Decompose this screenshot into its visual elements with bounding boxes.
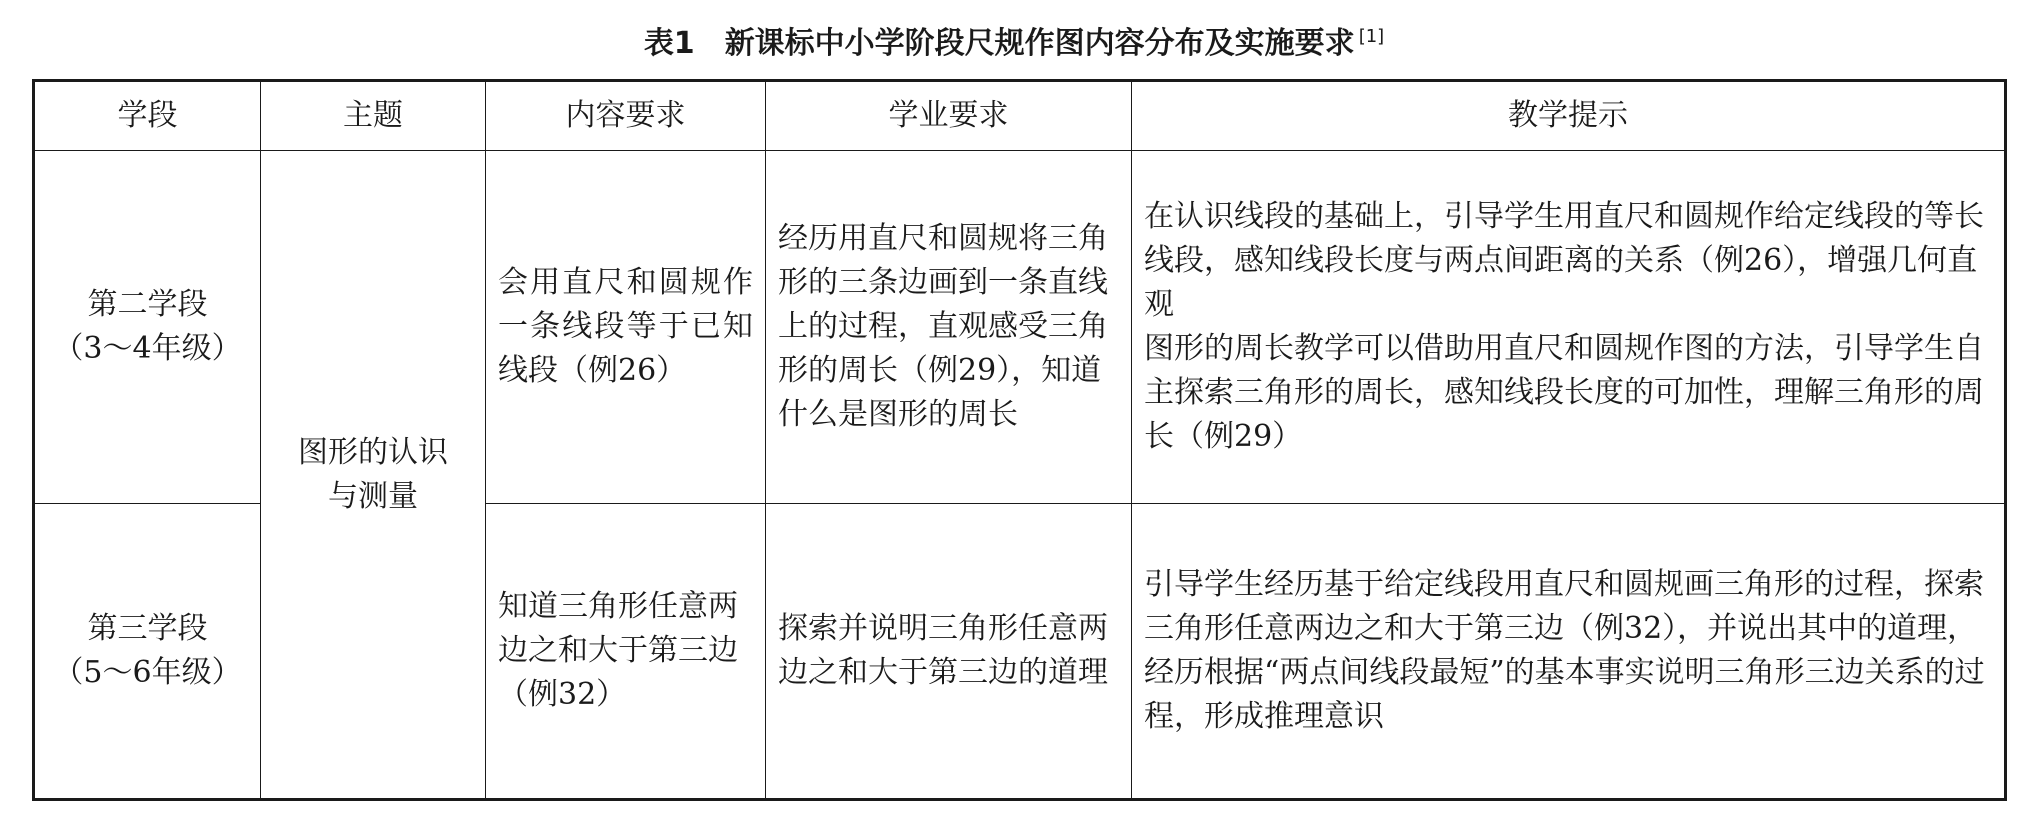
teaching-hint-cell: 引导学生经历基于给定线段用直尺和圆规画三角形的过程，探索三角形任意两边之和大于第三边（例32），并说出其中的道理，经历根据“两点间线段最短”的基本事实说明三角形三边关系的过程，形成推理意识	[1132, 504, 2006, 800]
caption-title: 新课标中小学阶段尺规作图内容分布及实施要求	[724, 26, 1355, 61]
teaching-hint-cell	[1132, 151, 2006, 504]
stage-cell	[34, 504, 261, 800]
academic-requirement-cell: 探索并说明三角形任意两边之和大于第三边的道理	[766, 504, 1132, 800]
content-requirement-cell: 会用直尺和圆规作一条线段等于已知线段（例26）	[486, 151, 766, 504]
topic-line-1: 图形的认识	[298, 434, 448, 470]
header-content-requirement: 内容要求	[486, 81, 766, 151]
header-teaching-hint: 教学提示	[1132, 81, 2006, 151]
teaching-hint-paragraph: 在认识线段的基础上，引导学生用直尺和圆规作给定线段的等长线段，感知线段长度与两点间距离的关系（例26），增强几何直观	[1144, 199, 1984, 322]
topic-line-2: 与测量	[328, 478, 418, 514]
stage-cell	[34, 151, 261, 504]
stage-name: 第二学段	[87, 287, 208, 322]
stage-grade: （5～6年级）	[53, 655, 242, 690]
teaching-hint-paragraph: 图形的周长教学可以借助用直尺和圆规作图的方法，引导学生自主探索三角形的周长，感知线段长度的可加性，理解三角形的周长（例29）	[1144, 331, 1984, 454]
caption-label: 表1	[643, 26, 695, 61]
header-stage: 学段	[34, 81, 261, 151]
content-requirement-cell: 知道三角形任意两边之和大于第三边（例32）	[486, 504, 766, 800]
academic-requirement-cell: 经历用直尺和圆规将三角形的三条边画到一条直线上的过程，直观感受三角形的周长（例29），知道什么是图形的周长	[766, 151, 1132, 504]
header-row	[34, 81, 2006, 151]
table-row	[34, 151, 2006, 504]
header-academic-requirement: 学业要求	[766, 81, 1132, 151]
topic-cell	[261, 151, 486, 800]
stage-grade: （3～4年级）	[53, 331, 242, 366]
header-topic: 主题	[261, 81, 486, 151]
caption-reference: [1]	[1358, 26, 1385, 47]
content-requirements-table	[32, 79, 2007, 801]
table-caption	[0, 12, 2028, 69]
stage-name: 第三学段	[87, 611, 208, 646]
